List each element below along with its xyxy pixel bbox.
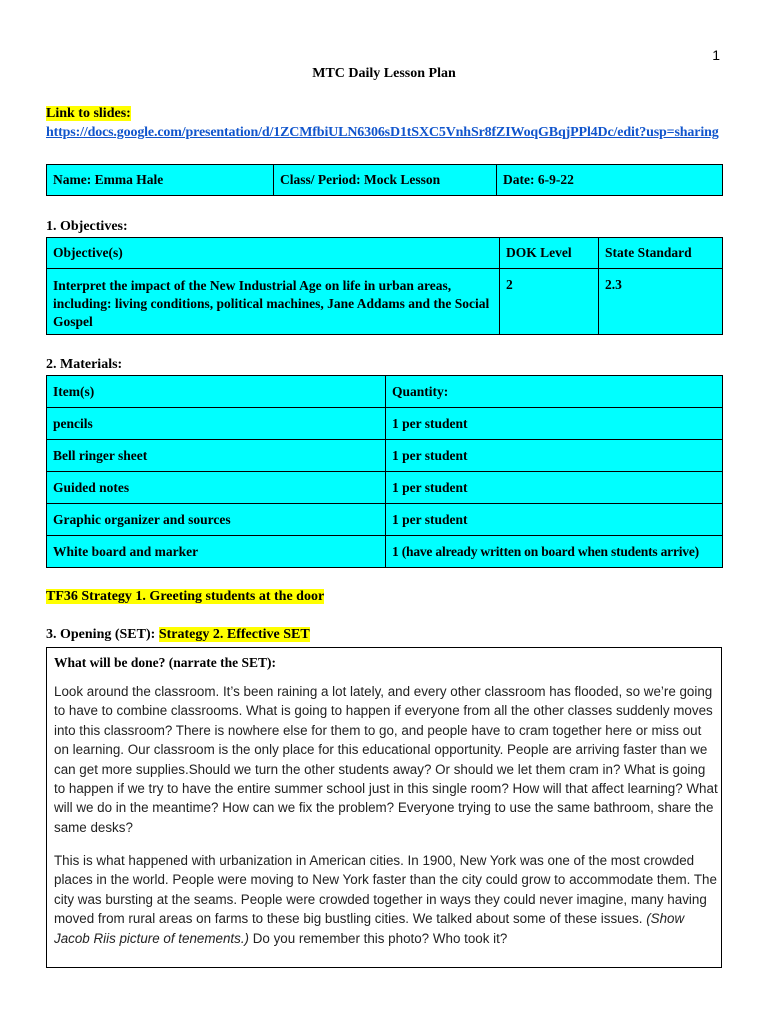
quantity-col-header: Quantity: xyxy=(386,376,723,408)
set-italic-note: (Show Jacob Riis picture of tenements.) xyxy=(54,911,685,946)
set-paragraph-1: Look around the classroom. It’s been raining a lot lately, and every other classroom has flooded, so we’re going to have to combine classrooms. What is going to happen if everyone from all the other classes suddenly moves into this classroom? There is nowhere else for them to go, and people have to cram together here or miss out on learning. Our classroom is the only place for this educational opportunity. People are arriving faster than we can get more supplies.Should we turn the other students away? Or should we let them cram in? What is going to happen if we try to have the entire summer school just in this single room? How will that affect learning? What will we do in the meantime? How can we fix the problem? Everyone trying to use the same bathroom, share the same desks? xyxy=(54,684,718,835)
date-cell: Date: 6-9-22 xyxy=(497,165,723,196)
page-number: 1 xyxy=(712,47,720,63)
set-narrative-box xyxy=(46,647,722,968)
quantity-cell: 1 per student xyxy=(386,472,723,504)
state-standard: 2.3 xyxy=(599,269,723,335)
item-cell: White board and marker xyxy=(47,536,386,568)
table-row xyxy=(47,408,723,440)
header-table xyxy=(46,164,723,196)
objectives-table xyxy=(46,237,723,335)
item-col-header: Item(s) xyxy=(47,376,386,408)
item-cell: Bell ringer sheet xyxy=(47,440,386,472)
table-row xyxy=(47,504,723,536)
dok-level: 2 xyxy=(500,269,599,335)
class-period-cell: Class/ Period: Mock Lesson xyxy=(274,165,497,196)
slides-link[interactable]: https://docs.google.com/presentation/d/1ZCMfbiULN6306sD1tSXC5VnhSr8fZIWoqGBqjPPl4Dc/edit?usp=sharing xyxy=(46,125,719,140)
quantity-cell: 1 per student xyxy=(386,408,723,440)
item-cell: Guided notes xyxy=(47,472,386,504)
objectives-heading: 1. Objectives: xyxy=(46,219,128,234)
standard-col-header: State Standard xyxy=(599,238,723,269)
materials-heading: 2. Materials: xyxy=(46,357,123,372)
strategy-2: Strategy 2. Effective SET xyxy=(158,627,310,642)
link-label: Link to slides: xyxy=(46,106,131,121)
quantity-cell: 1 per student xyxy=(386,504,723,536)
dok-col-header: DOK Level xyxy=(500,238,599,269)
page-title: MTC Daily Lesson Plan xyxy=(312,66,456,81)
table-row xyxy=(47,440,723,472)
opening-heading xyxy=(46,627,310,643)
set-paragraph-2: This is what happened with urbanization in American cities. In 1900, New York was one of the most crowded places in the world. People were moving to New York faster than the city could grow to accommodate them. The city was bursting at the seams. People were crowded together in ways they could never imagine, many having moved from rural areas on farms to these big bustling cities. We talked about some of these issues. (Show Jacob Riis picture of tenements.) Do you remember this photo? Who took it? xyxy=(54,853,717,946)
opening-label: 3. Opening (SET): xyxy=(46,627,156,642)
objective-text: Interpret the impact of the New Industrial Age on life in urban areas, including: living conditions, political machines, Jane Addams and the Social Gospel xyxy=(47,269,500,335)
set-question: What will be done? (narrate the SET): xyxy=(54,655,276,670)
strategy-1: TF36 Strategy 1. Greeting students at the door xyxy=(46,589,325,604)
quantity-cell: 1 per student xyxy=(386,440,723,472)
item-cell: Graphic organizer and sources xyxy=(47,504,386,536)
table-row xyxy=(47,472,723,504)
name-cell: Name: Emma Hale xyxy=(47,165,274,196)
materials-table xyxy=(46,375,723,568)
objectives-col-header: Objective(s) xyxy=(47,238,500,269)
quantity-cell: 1 (have already written on board when students arrive) xyxy=(386,536,723,568)
table-row xyxy=(47,536,723,568)
item-cell: pencils xyxy=(47,408,386,440)
